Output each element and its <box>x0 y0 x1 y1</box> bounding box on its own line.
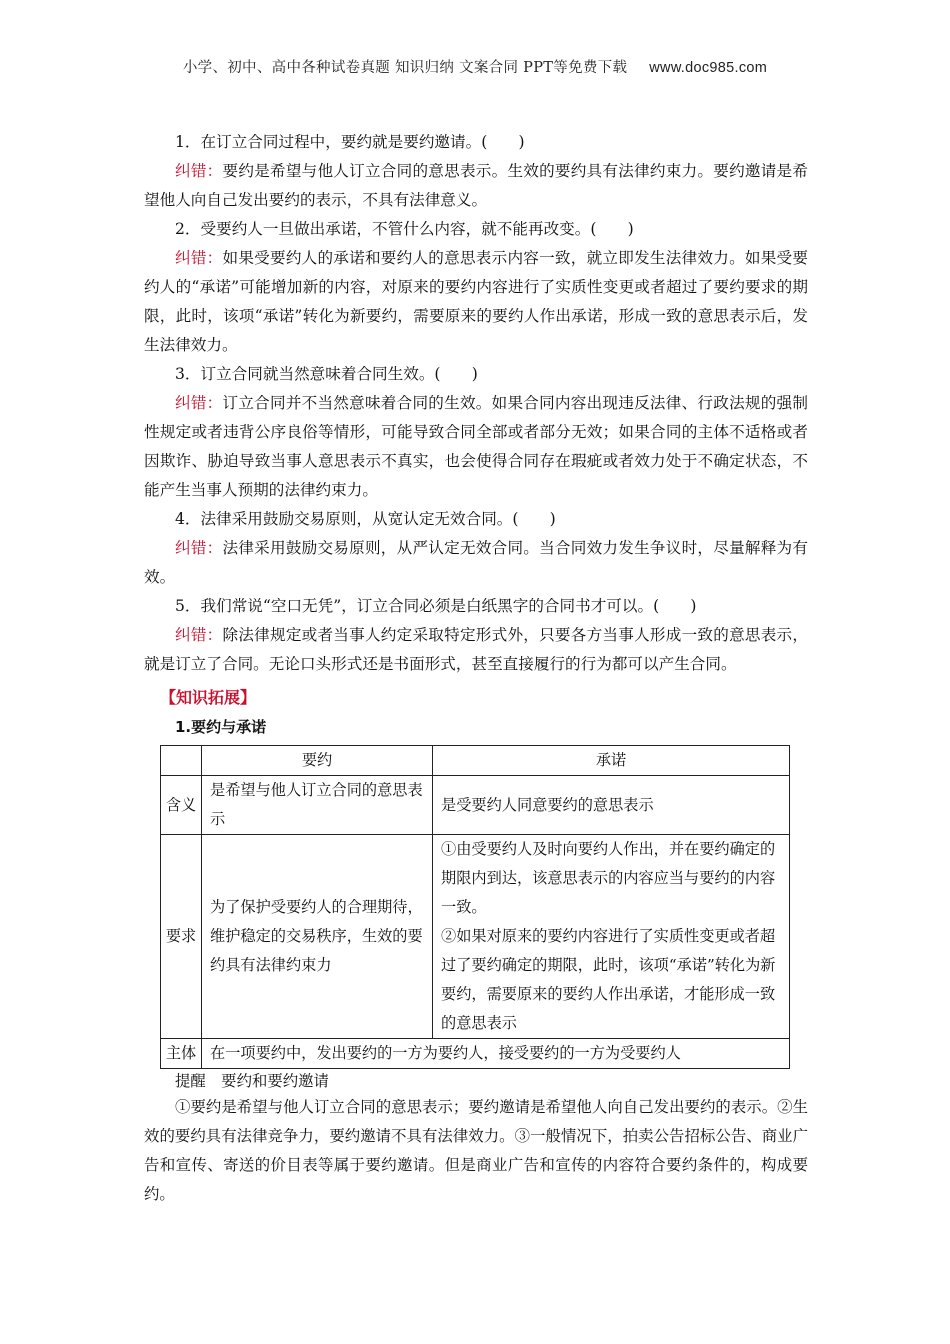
question-item <box>144 215 808 360</box>
correction-label: 纠错： <box>175 626 223 644</box>
question-text: 3．订立合同就当然意味着合同生效。( ) <box>175 365 478 383</box>
table-header-row <box>161 746 790 776</box>
table-row <box>161 835 790 1039</box>
table-row <box>161 1039 790 1069</box>
column-header-acceptance: 承诺 <box>433 746 790 776</box>
correction-label: 纠错： <box>175 539 223 557</box>
comparison-table <box>160 745 790 1069</box>
table-cell: 是受要约人同意要约的意思表示 <box>433 776 790 835</box>
acceptance-requirement-2: ②如果对原来的要约内容进行了实质性变更或者超过了要约确定的期限，此时，该项“承诺”转化为新要约，需要原来的要约人作出承诺，才能形成一致的意思表示 <box>441 927 776 1032</box>
question-item <box>144 592 808 679</box>
row-label: 要求 <box>161 835 202 1039</box>
table-cell: 是希望与他人订立合同的意思表示 <box>202 776 433 835</box>
question-text: 5．我们常说“空口无凭”，订立合同必须是白纸黑字的合同书才可以。( ) <box>175 597 697 615</box>
table-corner-cell <box>161 746 202 776</box>
correction-text <box>144 157 808 215</box>
row-label: 主体 <box>161 1039 202 1069</box>
correction-text <box>144 244 808 360</box>
main-content <box>144 128 808 1209</box>
question-item <box>144 505 808 592</box>
correction-body: 如果受要约人的承诺和要约人的意思表示内容一致，就立即发生法律效力。如果受要约人的“承诺”可能增加新的内容，对原来的要约内容进行了实质性变更或者超过了要约要求的期限，此时，该项“承诺”转化为新要约，需要原来的要约人作出承诺，形成一致的意思表示后，发生法律效力。 <box>144 249 808 354</box>
correction-body: 要约是希望与他人订立合同的意思表示。生效的要约具有法律约束力。要约邀请是希望他人向自己发出要约的表示，不具有法律意义。 <box>144 162 808 209</box>
tip-body: ①要约是希望与他人订立合同的意思表示；要约邀请是希望他人向自己发出要约的表示。②生效的要约具有法律竞争力，要约邀请不具有法律效力。③一般情况下，拍卖公告招标公告、商业广告和宣传、寄送的价目表等属于要约邀请。但是商业广告和宣传的内容符合要约条件的，构成要约。 <box>144 1098 808 1203</box>
tip-heading: 提醒 要约和要约邀请 <box>175 1072 329 1090</box>
table-cell: 在一项要约中，发出要约的一方为要约人，接受要约的一方为受要约人 <box>202 1039 790 1069</box>
question-text: 1．在订立合同过程中，要约就是要约邀请。( ) <box>175 133 525 151</box>
header-text: 小学、初中、高中各种试卷真题 知识归纳 文案合同 PPT等免费下载 <box>182 60 628 76</box>
section-title: 【知识拓展】 <box>160 688 257 707</box>
table-cell <box>433 835 790 1039</box>
correction-body: 除法律规定或者当事人约定采取特定形式外，只要各方当事人形成一致的意思表示，就是订立了合同。无论口头形式还是书面形式，甚至直接履行的行为都可以产生合同。 <box>144 626 808 673</box>
question-item <box>144 128 808 215</box>
question-text: 2．受要约人一旦做出承诺，不管什么内容，就不能再改变。( ) <box>175 220 634 238</box>
correction-label: 纠错： <box>175 162 223 180</box>
table-row <box>161 776 790 835</box>
correction-body: 法律采用鼓励交易原则，从严认定无效合同。当合同效力发生争议时，尽量解释为有效。 <box>144 539 808 586</box>
correction-label: 纠错： <box>175 249 223 267</box>
correction-text <box>144 389 808 505</box>
correction-body: 订立合同并不当然意味着合同的生效。如果合同内容出现违反法律、行政法规的强制性规定或者违背公序良俗等情形，可能导致合同全部或者部分无效；如果合同的主体不适格或者因欺诈、胁迫导致当事人意思表示不真实，也会使得合同存在瑕疵或者效力处于不确定状态，不能产生当事人预期的法律约束力。 <box>144 394 808 499</box>
question-item <box>144 360 808 505</box>
correction-label: 纠错： <box>175 394 223 412</box>
acceptance-requirement-1: ①由受要约人及时向要约人作出，并在要约确定的期限内到达，该意思表示的内容应当与要约的内容一致。 <box>441 840 776 916</box>
table-cell: 为了保护受要约人的合理期待，维护稳定的交易秩序，生效的要约具有法律约束力 <box>202 835 433 1039</box>
page-header <box>0 56 950 77</box>
column-header-offer: 要约 <box>202 746 433 776</box>
correction-text <box>144 621 808 679</box>
section-subtitle: 1.要约与承诺 <box>175 718 267 736</box>
header-site-link[interactable]: www.doc985.com <box>649 60 768 76</box>
question-text: 4．法律采用鼓励交易原则，从宽认定无效合同。( ) <box>175 510 556 528</box>
correction-text <box>144 534 808 592</box>
row-label: 含义 <box>161 776 202 835</box>
